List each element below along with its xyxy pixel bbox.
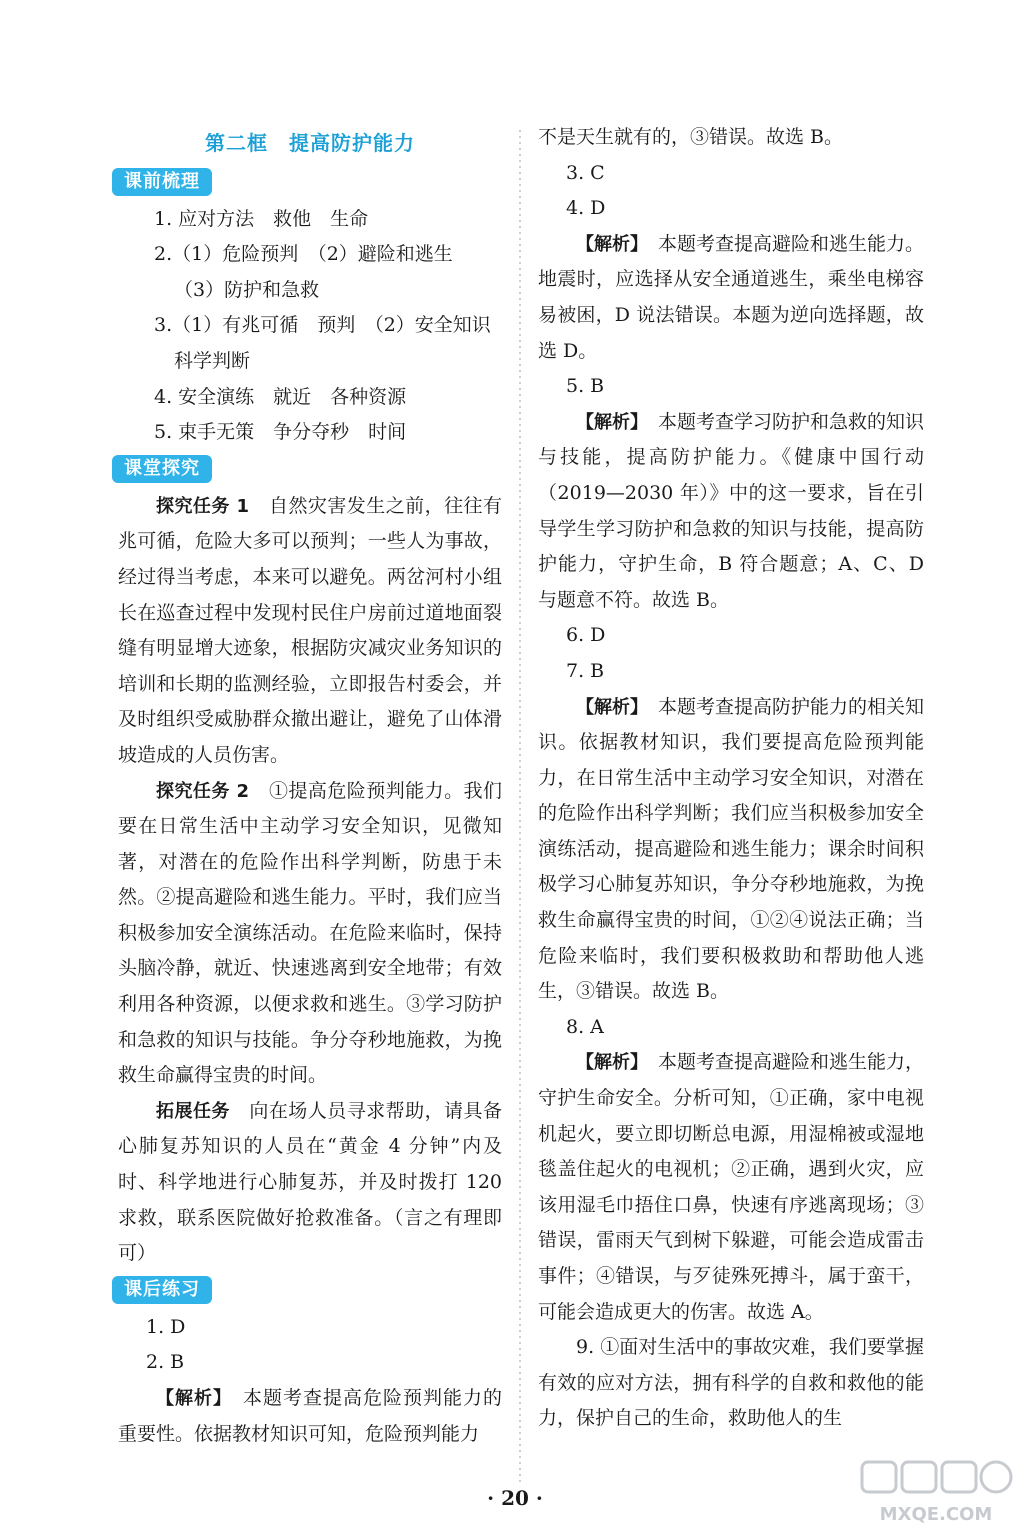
task-2-text: ①提高危险预判能力。我们要在日常生活中主动学习安全知识，见微知著，对潜在的危险作出科学判断，防患于未然。②提高避险和逃生能力。平时，我们应当积极参加安全演练活动。在危险来临时，保持头脑冷静，就近、快速逃离到安全地带；有效利用各种资源，以便求救和逃生。③学习防护和急救的知识与技能。争分夺秒地施救，为挽救生命赢得宝贵的时间。: [118, 779, 502, 1087]
analysis-5: [538, 405, 924, 619]
analysis-5-text: 本题考查学习防护和急救的知识与技能，提高防护能力。《健康中国行动（2019—2030 年）》中的这一要求，旨在引导学生学习防护和急救的知识与技能，提高防护能力，守护生命，B 符合题意；A、C、D 与题意不符。故选 B。: [538, 410, 925, 611]
pre-item-3: 3.（1）有兆可循 预判 （2）安全知识: [154, 314, 491, 337]
answer-8: 8. A: [566, 1015, 604, 1038]
section-tag-post: 课后练习: [112, 1276, 212, 1304]
pre-item-1: 1. 应对方法 救他 生命: [154, 207, 369, 230]
analysis-2-continued: 不是天生就有的，③错误。故选 B。: [538, 126, 844, 148]
answer-7: 7. B: [566, 659, 605, 682]
analysis-4-text: 本题考查提高避险和逃生能力。地震时，应选择从安全通道逃生，乘坐电梯容易被困，D 说法错误。本题为逆向选择题，故选 D。: [538, 232, 925, 362]
task-2-label: 探究任务 2: [156, 780, 250, 802]
section-tag-class: 课堂探究: [112, 455, 212, 483]
left-column: [118, 118, 502, 1452]
right-column: [538, 120, 924, 1437]
analysis-label: 【解析】: [576, 696, 639, 718]
analysis-8: [538, 1045, 924, 1330]
watermark-logo-icon: [856, 1458, 1016, 1528]
task-2-paragraph: [118, 774, 502, 1094]
answer-2: 2. B: [146, 1351, 185, 1374]
analysis-label: 【解析】: [576, 233, 639, 255]
analysis-4: [538, 227, 924, 369]
analysis-label: 【解析】: [156, 1388, 223, 1409]
task-3-paragraph: [118, 1094, 502, 1272]
analysis-2: [118, 1381, 502, 1452]
page-number: · 20 ·: [487, 1486, 543, 1510]
task-1-text: 自然灾害发生之前，往往有兆可循，危险大多可以预判；一些人为事故，经过得当考虑，本来可以避免。两岔河村小组长在巡查过程中发现村民住户房前过道地面裂缝有明显增大迹象，根据防灾减灾业务知识的培训和长期的监测经验，立即报告村委会，并及时组织受威胁群众撤出避让，避免了山体滑坡造成的人员伤害。: [118, 494, 502, 766]
answer-3: 3. C: [566, 161, 605, 184]
column-divider: [517, 128, 523, 1484]
analysis-8-text: 本题考查提高避险和逃生能力，守护生命安全。分析可知，①正确，家中电视机起火，要立即切断总电源，用湿棉被或湿地毯盖住起火的电视机；②正确，遇到火灾，应该用湿毛巾捂住口鼻，快速有序逃离现场；③错误，雷雨天气到树下躲避，可能会造成雷击事件；④错误，与歹徒殊死搏斗，属于蛮干，可能会造成更大的伤害。故选 A。: [538, 1051, 925, 1323]
pre-item-4: 4. 安全演练 就近 各种资源: [154, 385, 407, 408]
analysis-7: [538, 690, 924, 1010]
task-1-paragraph: [118, 489, 502, 774]
answer-4: 4. D: [566, 197, 606, 220]
lesson-title: 第二框 提高防护能力: [205, 131, 415, 155]
pre-item-2: 2.（1）危险预判 （2）避险和逃生: [154, 243, 453, 266]
section-tag-pre: 课前梳理: [112, 168, 212, 196]
answer-9: 9. ①面对生活中的事故灾难，我们要掌握有效的应对方法，拥有科学的自救和救他的能力，保护自己的生命，救助他人的生: [538, 1336, 924, 1430]
watermark-text: MXQE.COM: [879, 1504, 993, 1525]
task-3-label: 拓展任务: [156, 1100, 230, 1122]
analysis-label: 【解析】: [576, 411, 639, 433]
pre-item-3b: 科学判断: [174, 349, 251, 372]
answer-5: 5. B: [566, 375, 605, 398]
analysis-7-text: 本题考查提高防护能力的相关知识。依据教材知识，我们要提高危险预判能力，在日常生活中主动学习安全知识，对潜在的危险作出科学判断；我们应当积极参加安全演练活动，提高避险和逃生能力；课余时间积极学习心肺复苏知识，争分夺秒地施救，为挽救生命赢得宝贵的时间，①②④说法正确；当危险来临时，我们要积极救助和帮助他人逃生，③错误。故选 B。: [538, 695, 925, 1003]
pre-item-5: 5. 束手无策 争分夺秒 时间: [154, 421, 407, 444]
task-3-text: 向在场人员寻求帮助，请具备心肺复苏知识的人员在“黄金 4 分钟”内及时、科学地进行心肺复苏，并及时拨打 120 求救，联系医院做好抢救准备。（言之有理即可）: [118, 1099, 502, 1265]
analysis-2-text: 本题考查提高危险预判能力的重要性。依据教材知识可知，危险预判能力: [118, 1387, 502, 1445]
answer-6: 6. D: [566, 624, 606, 647]
pre-item-2b: （3）防护和急救: [174, 278, 320, 301]
analysis-label: 【解析】: [576, 1052, 639, 1074]
task-1-label: 探究任务 1: [156, 495, 250, 517]
answer-1: 1. D: [146, 1315, 186, 1338]
